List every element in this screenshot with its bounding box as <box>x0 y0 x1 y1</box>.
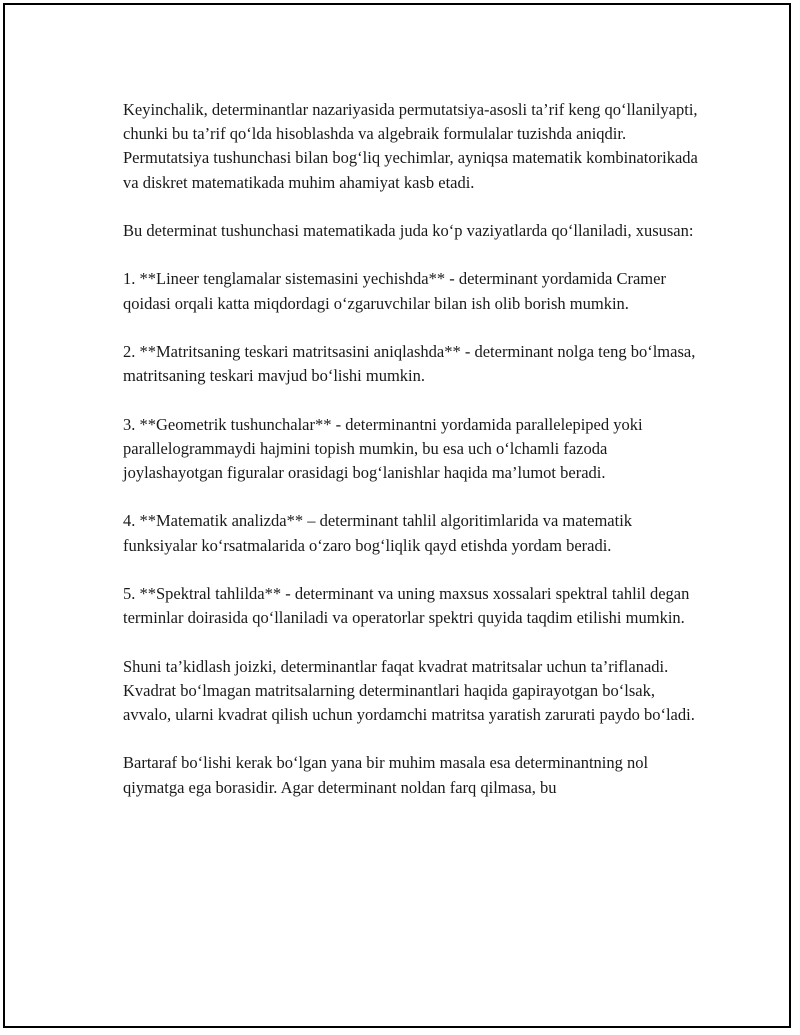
list-item-spectral: 5. **Spektral tahlilda** - determinant va uning maxsus xossalari spektral tahlil degan terminlar doirasida qo‘llaniladi va operatorlar spektri quyida taqdim etilishi mumkin. <box>123 583 690 628</box>
paragraph-usage-lead: Bu determinat tushunchasi matematikada juda ko‘p vaziyatlarda qo‘llaniladi, xususan: <box>123 221 694 240</box>
list-item-inverse-matrix: 2. **Matritsaning teskari matritsasini aniqlashda** - determinant nolga teng bo‘lmasa, matritsaning teskari mavjud bo‘lishi mumkin. <box>123 341 696 386</box>
document-body <box>123 98 698 824</box>
paragraph-intro: Keyinchalik, determinantlar nazariyasida permutatsiya-asosli ta’rif keng qo‘llanilyapti, chunki bu ta’rif qo‘lda hisoblashda va algebraik formulalar tuzishda aniqdir. Permutatsiya tushunchasi bilan bog‘liq yechimlar, ayniqsa matematik kombinatorikada va diskret matematikada muhim ahamiyat kasb etadi. <box>123 100 698 192</box>
list-item-analysis: 4. **Matematik analizda** – determinant tahlil algoritimlarida va matematik funksiyalar ko‘rsatmalarida o‘zaro bog‘liqlik qayd etishda yordam beradi. <box>123 511 633 555</box>
list-item-geometry: 3. **Geometrik tushunchalar** - determinantni yordamida parallelepiped yoki parallelogrammaydi hajmini topish mumkin, bu esa uch o‘lchamli fazoda joylashayotgan figuralar orasidagi bog‘lanishlar haqida ma’lumot beradi. <box>123 414 643 482</box>
list-item-linear-systems: 1. **Lineer tenglamalar sistemasini yechishda** - determinant yordamida Cramer qoidasi orqali katta miqdordagi o‘zgaruvchilar bilan ish olib borish mumkin. <box>123 269 666 313</box>
paragraph-nonzero-determinant: Bartaraf bo‘lishi kerak bo‘lgan yana bir muhim masala esa determinantning nol qiymatga ega borasidir. Agar determinant noldan farq qilmasa, bu <box>123 753 649 797</box>
page-frame <box>3 3 791 1028</box>
paragraph-square-matrices: Shuni ta’kidlash joizki, determinantlar faqat kvadrat matritsalar uchun ta’riflanadi. Kvadrat bo‘lmagan matritsalarning determinantlari haqida gapirayotgan bo‘lsak, avvalo, ularni kvadrat qilish uchun yordamchi matritsa yaratish zarurati paydo bo‘ladi. <box>123 656 695 724</box>
